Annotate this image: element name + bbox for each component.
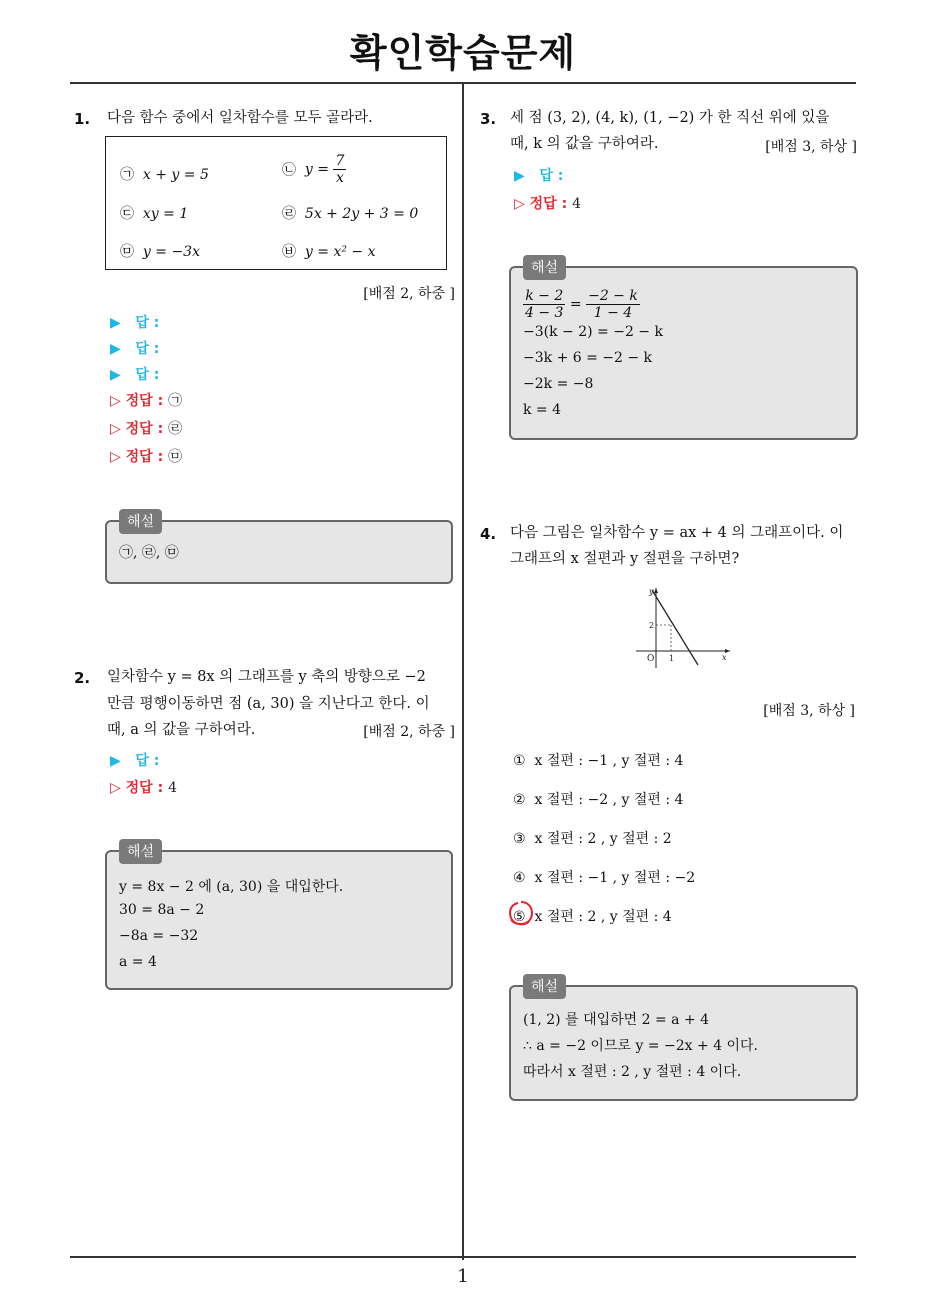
option-1[interactable]: ① x 절편 : −1 , y 절편 : 4 [513,753,684,769]
question-3-score: [배점 3, 하상 ] [765,139,857,155]
solution-tag: 해설 [523,255,566,280]
play-outline-icon: ▷ [514,196,525,212]
choice-2: ㉡ y = $\frac{7}{x}$ [282,153,345,186]
choice-5: ㉤ y = −3x [120,244,200,260]
question-1-text: 다음 함수 중에서 일차함수를 모두 골라라. [107,110,373,126]
correct-answer-3: ▷ 정답 : ㉤ [110,449,183,465]
solution-line: −3k + 6 = −2 − k [523,350,653,366]
play-outline-icon: ▷ [110,393,121,409]
footer-rule [70,1256,856,1258]
question-2-line-1: 일차함수 y = 8x 의 그래프를 y 축의 방향으로 −2 [107,669,426,685]
correct-answer-1: ▷ 정답 : ㉠ [110,393,183,409]
choice-1: ㉠ x + y = 5 [120,167,209,183]
question-2-solution [105,850,453,990]
question-4-score: [배점 3, 하상 ] [763,703,855,719]
choice-6: ㉥ y = x² − x [282,244,376,260]
question-4-solution [509,985,858,1101]
play-icon: ▶ [110,315,121,331]
solution-line: −8a = −32 [119,928,199,944]
selected-answer-circle-icon [506,898,536,928]
play-icon: ▶ [110,367,121,383]
correct-answer-2: ▷ 정답 : ㉣ [110,421,183,437]
correct-answer: ▷ 정답 : 4 [514,196,581,212]
option-2[interactable]: ② x 절편 : −2 , y 절편 : 4 [513,792,684,808]
question-4-number: 4. [480,525,497,543]
solution-tag: 해설 [119,839,162,864]
solution-line: −3(k − 2) = −2 − k [523,324,663,340]
option-4[interactable]: ④ x 절편 : −1 , y 절편 : −2 [513,870,696,886]
question-3-line-2: 때, k 의 값을 구하여라. [510,136,659,152]
x-tick-label: 1 [669,654,675,663]
play-icon: ▶ [110,753,121,769]
correct-answer: ▷ 정답 : 4 [110,780,177,796]
answer-field[interactable]: ▶ 답 : [110,753,160,769]
solution-line: 따라서 x 절편 : 2 , y 절편 : 4 이다. [523,1064,742,1080]
solution-tag: 해설 [119,509,162,534]
choice-4: ㉣ 5x + 2y + 3 = 0 [282,206,419,222]
y-tick-label: 2 [649,621,655,630]
question-2-line-3: 때, a 의 값을 구하여라. [107,722,256,738]
function-line [652,590,698,665]
question-3-number: 3. [480,110,497,128]
answer-field-3[interactable]: ▶ 답 : [110,367,160,383]
play-outline-icon: ▷ [110,421,121,437]
choice-3: ㉢ xy = 1 [120,206,189,222]
solution-tag: 해설 [523,974,566,999]
solution-line: y = 8x − 2 에 (a, 30) 을 대입한다. [119,879,344,895]
solution-line: ㉠, ㉣, ㉤ [119,545,179,561]
question-2-line-2: 만큼 평행이동하면 점 (a, 30) 을 지난다고 한다. 이 [107,696,430,712]
play-outline-icon: ▷ [110,449,121,465]
solution-line: 30 = 8a − 2 [119,902,205,918]
solution-line: −2k = −8 [523,376,594,392]
origin-label: O [647,654,655,664]
question-3-solution [509,266,858,440]
option-5[interactable]: ⑤ x 절편 : 2 , y 절편 : 4 [513,909,672,925]
question-3-line-1: 세 점 (3, 2), (4, k), (1, −2) 가 한 직선 위에 있을 [510,110,830,126]
play-icon: ▶ [110,341,121,357]
x-axis-label: x [722,653,727,662]
solution-line: (1, 2) 를 대입하면 2 = a + 4 [523,1012,710,1028]
solution-fraction-line: $\frac{k - 2}{4 - 3}$ = $\frac{-2 - k}{1 - 4}$ [525,288,638,321]
answer-field-1[interactable]: ▶ 답 : [110,315,160,331]
question-1-number: 1. [74,110,91,128]
choice-2-fraction: $\frac{7}{x}$ [335,153,345,186]
page-title: 확인학습문제 [349,31,577,75]
option-3[interactable]: ③ x 절편 : 2 , y 절편 : 2 [513,831,672,847]
solution-line: k = 4 [523,402,562,418]
linear-function-graph [630,580,740,670]
question-2-number: 2. [74,669,91,687]
y-axis-arrow [654,588,658,593]
question-4-line-1: 다음 그림은 일차함수 y = ax + 4 의 그래프이다. 이 [510,525,844,541]
answer-field-2[interactable]: ▶ 답 : [110,341,160,357]
solution-line: ∴ a = −2 이므로 y = −2x + 4 이다. [523,1038,759,1054]
question-2-score: [배점 2, 하중 ] [363,724,455,740]
y-axis-label: y [649,587,654,596]
answer-field[interactable]: ▶ 답 : [514,168,564,184]
column-divider [462,84,464,1260]
play-icon: ▶ [514,168,525,184]
play-outline-icon: ▷ [110,780,121,796]
question-1-score: [배점 2, 하중 ] [363,286,455,302]
solution-line: a = 4 [119,954,157,970]
page-number: 1 [457,1266,469,1287]
question-4-line-2: 그래프의 x 절편과 y 절편을 구하면? [510,551,740,567]
question-1-choice-box [105,136,447,270]
